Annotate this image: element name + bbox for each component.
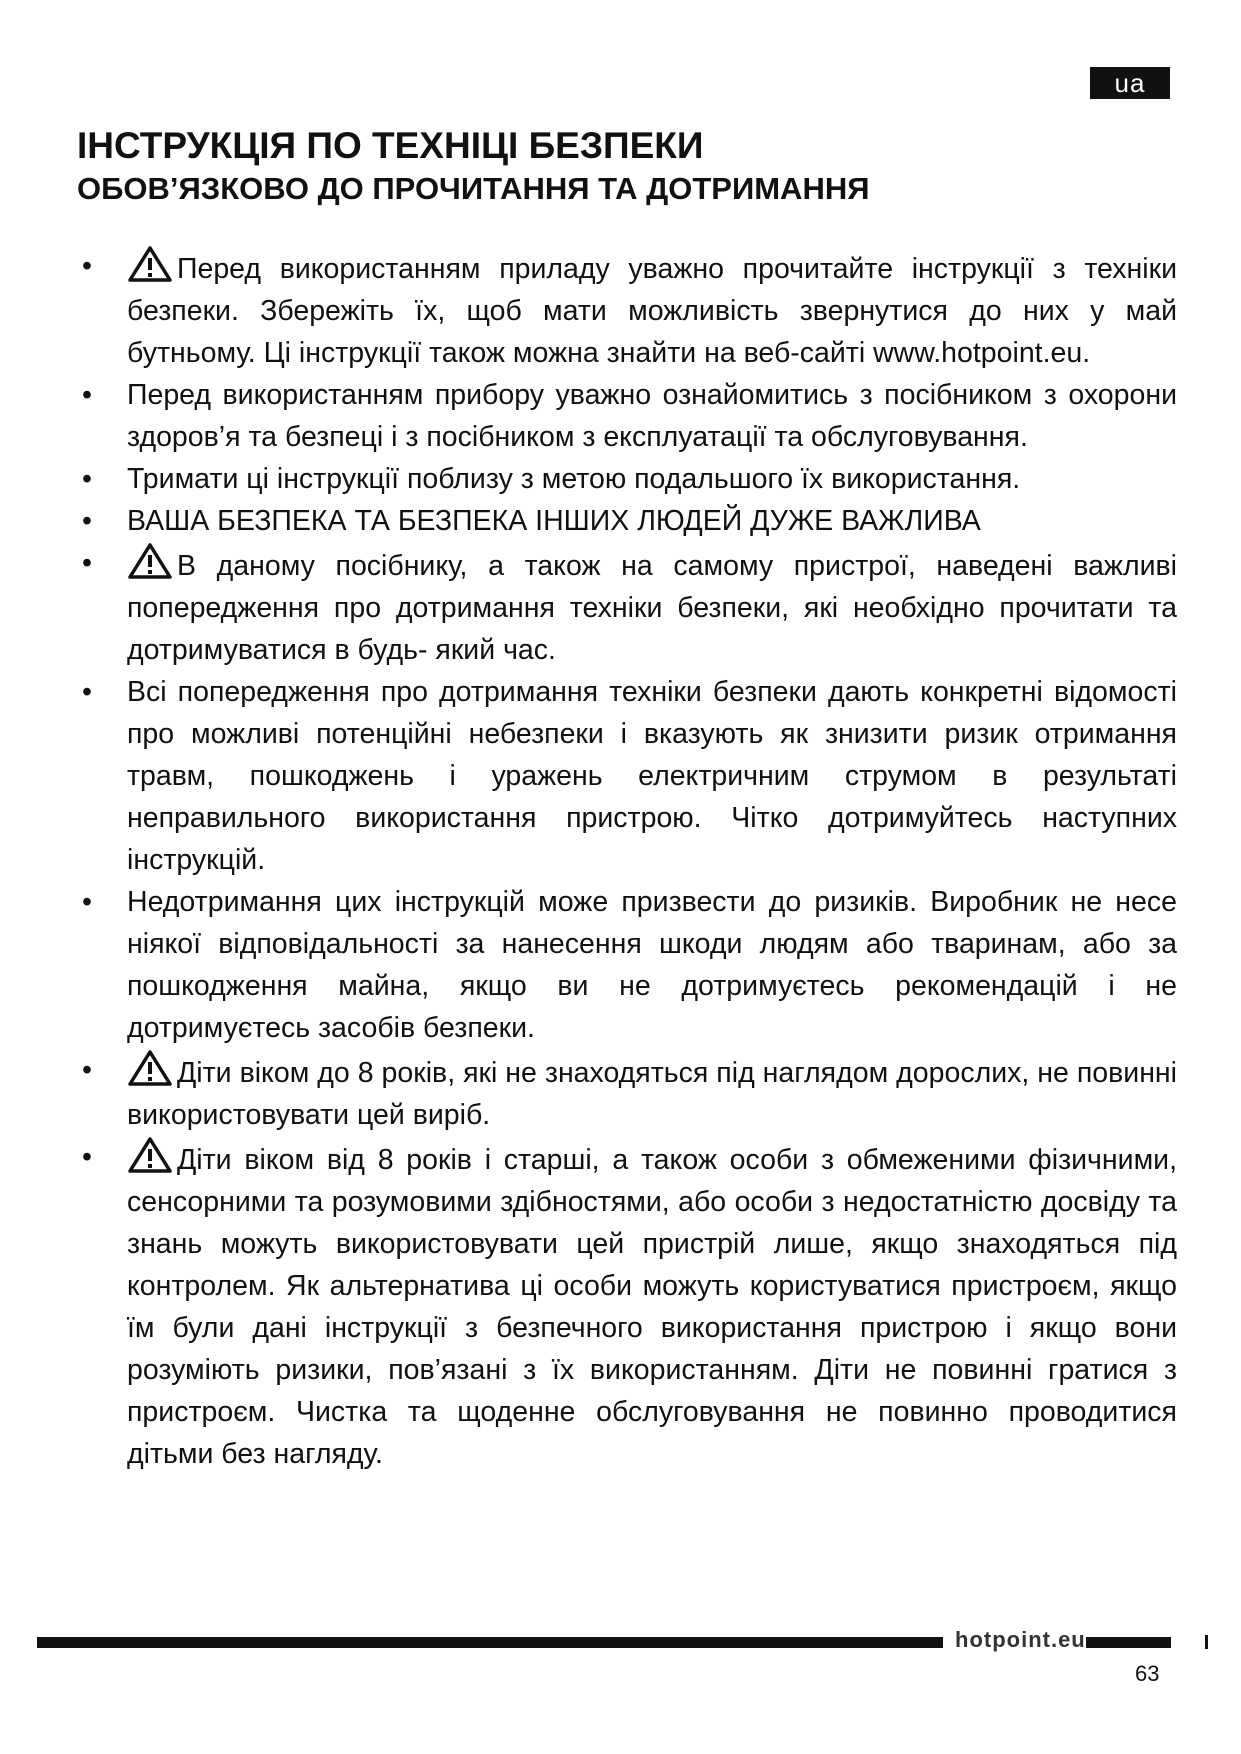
page-title: ІНСТРУКЦІЯ ПО ТЕХНІЦІ БЕЗПЕКИ xyxy=(77,125,704,166)
bullet: • xyxy=(82,886,92,918)
footer-tick xyxy=(1205,1635,1208,1649)
list-item xyxy=(77,245,1177,374)
safety-instructions-list xyxy=(77,245,1177,1475)
item-text: Діти віком від 8 років і старші, а також особи з обмеженими фізичними, сенсорними та розумовими здібностями, або особи з недостатністю досвіду та знань можуть використовувати цей пристрій лише, якщо знаходяться під контролем. Як альтернатива ці особи можуть користуватися пристроєм, якщо їм були дані інструкції з безпечного використання пристрою і якщо вони розуміють ризики, пов’язані з їх використанням. Діти не повинні гратися з пристроєм. Чистка та щоденне обслуговування не повинно проводитися дітьми без нагляду. xyxy=(127,1144,1177,1470)
list-item xyxy=(77,542,1177,671)
bullet: • xyxy=(82,1141,92,1173)
bullet: • xyxy=(82,547,92,579)
list-item xyxy=(77,671,1177,881)
footer-rule-left xyxy=(37,1637,943,1648)
item-text: В даному посібнику, а також на самому пристрої, наведені важливі попередження про дотримання техніки безпеки, які необхідно прочитати та дотримуватися в будь- який час. xyxy=(127,550,1177,666)
page-subtitle: ОБОВ’ЯЗКОВО ДО ПРОЧИТАННЯ ТА ДОТРИМАННЯ xyxy=(77,171,870,206)
warning-icon xyxy=(127,1136,173,1174)
item-text: Перед використанням приладу уважно прочитайте інструкції з техніки безпеки. Збережіть їх, щоб мати можливість звернутися до них у май бутньому. Ці інструкції також можна знайти на веб-сайті www.hotpoint.eu. xyxy=(127,253,1177,369)
warning-icon xyxy=(127,542,173,580)
list-item xyxy=(77,1136,1177,1475)
bullet: • xyxy=(82,463,92,495)
language-badge: ua xyxy=(1090,67,1170,99)
title-block xyxy=(77,124,1177,208)
bullet: • xyxy=(82,1054,92,1086)
item-text: ВАША БЕЗПЕКА ТА БЕЗПЕКА ІНШИХ ЛЮДЕЙ ДУЖЕ ВАЖЛИВА xyxy=(127,505,981,537)
item-text: Діти віком до 8 років, які не знаходяться під наглядом дорослих, не повинні використовувати цей виріб. xyxy=(127,1057,1177,1131)
bullet: • xyxy=(82,250,92,282)
list-item xyxy=(77,458,1177,500)
page-number: 63 xyxy=(1135,1661,1160,1686)
list-item xyxy=(77,1049,1177,1136)
list-item xyxy=(77,374,1177,458)
item-text: Недотримання цих інструкцій може призвести до ризиків. Виробник не несе ніякої відповідальності за нанесення шкоди людям або тваринам, або за пошкодження майна, якщо ви не дотримуєтесь рекомендацій і не дотримуєтесь засобів безпеки. xyxy=(127,886,1177,1044)
footer-brand: hotpoint.eu xyxy=(955,1627,1086,1652)
warning-icon xyxy=(127,245,173,283)
list-item xyxy=(77,500,1177,542)
footer-rule-right xyxy=(1086,1637,1171,1648)
item-text: Всі попередження про дотримання техніки безпеки дають конкретні відомості про можливі потенційні небезпеки і вказують як знизити ризик отримання травм, пошкоджень і уражень електричним струмом в результаті неправильного використання пристрою. Чітко дотримуйтесь наступних інструкцій. xyxy=(127,676,1177,876)
item-text: Тримати ці інструкції поблизу з метою подальшого їх використання. xyxy=(127,463,1021,495)
item-text: Перед використанням прибору уважно ознайомитись з посібником з охорони здоров’я та безпеці і з посібником з експлуатації та обслуговування. xyxy=(127,379,1177,453)
bullet: • xyxy=(82,505,92,537)
bullet: • xyxy=(82,676,92,708)
list-item xyxy=(77,881,1177,1049)
warning-icon xyxy=(127,1049,173,1087)
bullet: • xyxy=(82,379,92,411)
